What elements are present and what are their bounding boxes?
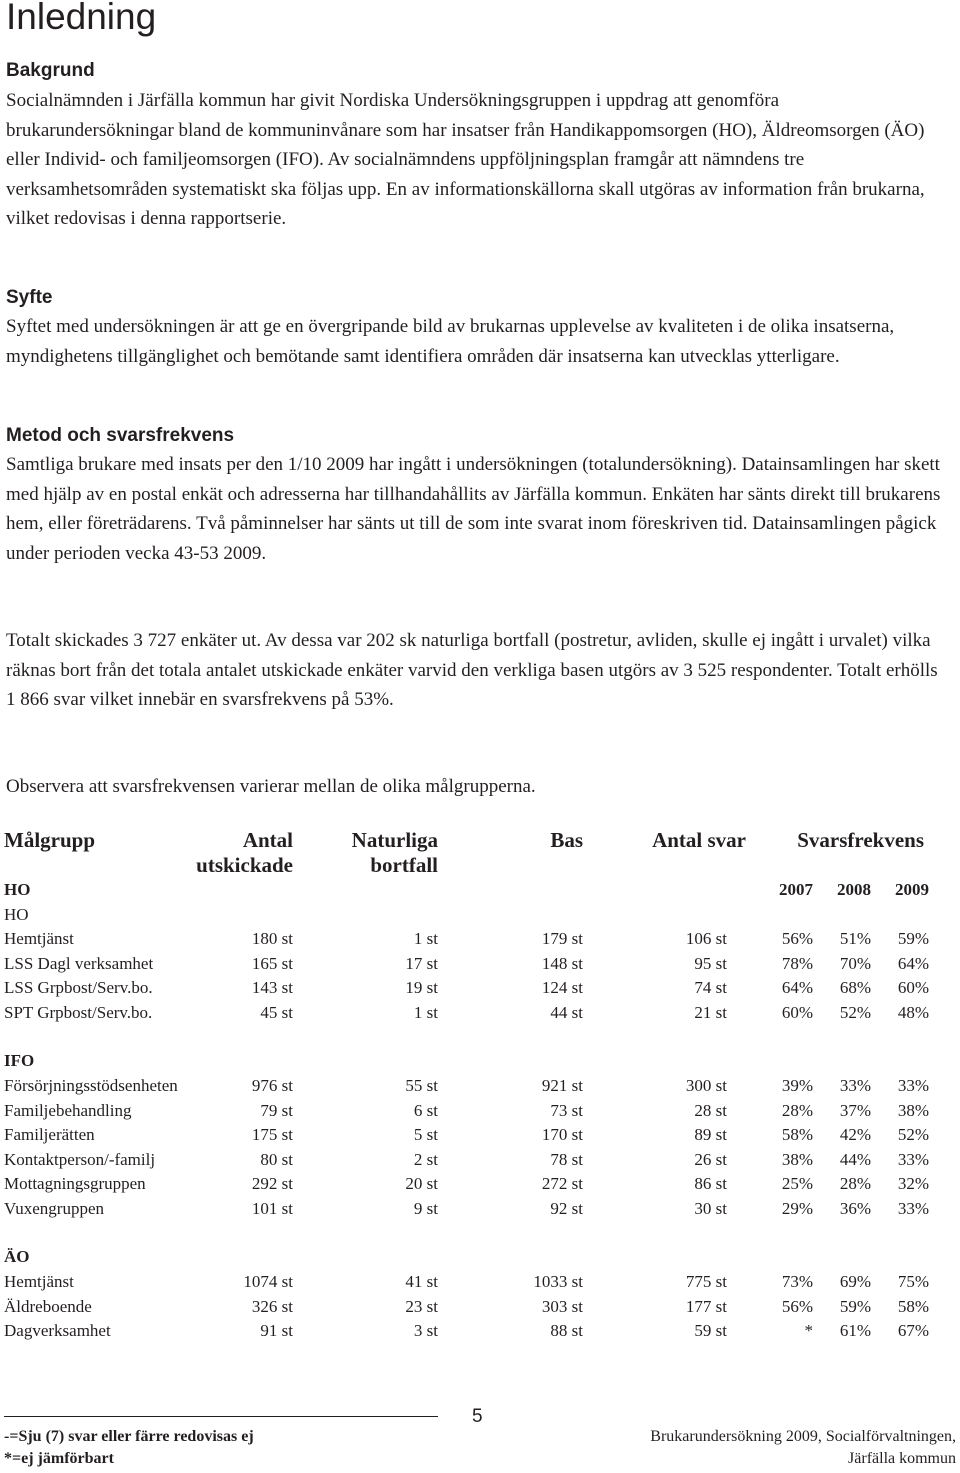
cell-svarsfrekvens-2008: 44%	[839, 1149, 871, 1169]
row-name: SPT Grpbost/Serv.bo.	[4, 1002, 153, 1022]
cell-naturliga-bortfall: 5 st	[413, 1125, 438, 1144]
cell-antal-svar: 74 st	[694, 978, 727, 997]
metod-paragraph-1: Samtliga brukare med insats per den 1/10 2009 har ingått i undersökningen (totalundersökning). Datainsamlingen har skett med hjälp av en postal enkät och adresserna har tillhandahållits av Järfälla kommun. Enkäten har sänts direkt till brukarens hem, eller företrädarens. Två påminnelser har sänts ut till de som inte svarat inom föreskriven tid. Datainsamlingen pågick under perioden vecka 43-53 2009.	[6, 454, 941, 564]
cell-svarsfrekvens-2007: 56%	[781, 929, 813, 948]
cell-svarsfrekvens-2007: 25%	[781, 1174, 813, 1193]
table-row	[0, 1150, 960, 1174]
col-header-antal-sub: utskickade	[196, 853, 293, 877]
cell-antal-svar: 106 st	[685, 929, 727, 948]
cell-svarsfrekvens-2009: 32%	[897, 1174, 929, 1193]
footnote-sju: -=Sju (7) svar eller färre redovisas ej	[4, 1428, 254, 1445]
cell-svarsfrekvens-2008: 70%	[839, 953, 871, 973]
page-number: 5	[472, 1406, 483, 1427]
cell-svarsfrekvens-2008: 36%	[839, 1198, 871, 1218]
cell-antal-svar: 89 st	[694, 1125, 727, 1144]
cell-svarsfrekvens-2009: 33%	[897, 1149, 929, 1169]
cell-svarsfrekvens-2008: 51%	[839, 929, 871, 948]
cell-antal-svar: 86 st	[694, 1174, 727, 1193]
cell-antal-utskickade: 326 st	[251, 1296, 293, 1316]
group-sublabel-row-ho	[0, 905, 960, 929]
group-sublabel-ho: HO	[4, 905, 29, 924]
table-row	[0, 1076, 960, 1100]
cell-svarsfrekvens-2008: 28%	[839, 1174, 871, 1193]
cell-svarsfrekvens-2009: 48%	[897, 1002, 929, 1022]
col-header-naturliga: Naturliga	[351, 828, 438, 852]
cell-bas: 921 st	[541, 1076, 583, 1095]
cell-antal-utskickade: 45 st	[260, 1002, 293, 1022]
table-row	[0, 929, 960, 953]
row-name: Kontaktperson/-familj	[4, 1149, 156, 1169]
metod-paragraph-2: Totalt skickades 3 727 enkäter ut. Av dessa var 202 sk naturliga bortfall (postretur, avliden, skulle ej ingått i urvalet) vilka räknas bort från det totala antalet utskickade enkäter varvid den verkliga basen utgörs av 3 525 respondenter. Totalt erhölls 1 866 svar vilket innebär en svarsfrekvens på 53%.	[6, 630, 938, 710]
cell-antal-utskickade: 143 st	[251, 978, 293, 997]
cell-svarsfrekvens-2008: 59%	[839, 1296, 871, 1316]
cell-svarsfrekvens-2007: 60%	[781, 1002, 813, 1022]
group-row-ao	[0, 1247, 960, 1271]
cell-svarsfrekvens-2007: 64%	[781, 978, 813, 997]
cell-naturliga-bortfall: 1 st	[413, 929, 438, 948]
row-name: Dagverksamhet	[4, 1321, 111, 1340]
cell-bas: 124 st	[541, 978, 583, 997]
cell-svarsfrekvens-2007: *	[804, 1321, 813, 1340]
cell-antal-utskickade: 976 st	[251, 1076, 293, 1095]
cell-bas: 44 st	[550, 1002, 583, 1022]
cell-antal-utskickade: 165 st	[251, 953, 293, 973]
cell-antal-utskickade: 80 st	[260, 1149, 293, 1169]
table-row	[0, 1321, 960, 1345]
cell-naturliga-bortfall: 20 st	[405, 1174, 438, 1193]
row-name: Hemtjänst	[4, 1272, 74, 1291]
table-row	[0, 1003, 960, 1027]
col-header-svarsfrekvens: Svarsfrekvens	[797, 828, 924, 852]
cell-naturliga-bortfall: 55 st	[405, 1076, 438, 1095]
cell-antal-svar: 59 st	[694, 1321, 727, 1340]
cell-antal-svar: 26 st	[694, 1149, 727, 1169]
row-name: Hemtjänst	[4, 929, 74, 948]
cell-svarsfrekvens-2007: 73%	[781, 1272, 813, 1291]
cell-antal-svar: 300 st	[685, 1076, 727, 1095]
row-name: Mottagningsgruppen	[4, 1174, 146, 1193]
cell-antal-utskickade: 180 st	[251, 929, 293, 948]
row-name: Vuxengruppen	[4, 1198, 105, 1218]
cell-svarsfrekvens-2009: 59%	[897, 929, 929, 948]
col-header-antal: Antal	[242, 828, 293, 852]
table-row	[0, 1101, 960, 1125]
bakgrund-paragraph: Socialnämnden i Järfälla kommun har givit Nordiska Undersökningsgruppen i uppdrag att genomföra brukarundersökningar bland de kommuninvånare som har insatser från Handikappomsorgen (HO), Äldreomsorgen (ÄO) eller Individ- och familjeomsorgen (IFO). Av socialnämndens uppföljningsplan framgår att nämndens tre verksamhetsområden systematiskt ska följas upp. En av informationskällorna skall utgöras av information från brukarna, vilket redovisas i denna rapportserie.	[6, 90, 925, 229]
table-row	[0, 1174, 960, 1198]
footer-source: Brukarundersökning 2009, Socialförvaltningen,	[650, 1428, 956, 1445]
cell-svarsfrekvens-2008: 69%	[839, 1272, 871, 1291]
cell-svarsfrekvens-2007: 39%	[781, 1076, 813, 1095]
cell-naturliga-bortfall: 9 st	[413, 1198, 438, 1218]
row-name: Försörjningsstödsenheten	[4, 1076, 178, 1095]
cell-naturliga-bortfall: 3 st	[413, 1321, 438, 1340]
cell-svarsfrekvens-2008: 33%	[839, 1076, 871, 1095]
cell-naturliga-bortfall: 2 st	[413, 1149, 438, 1169]
row-name: LSS Dagl verksamhet	[4, 953, 154, 973]
cell-svarsfrekvens-2009: 33%	[897, 1198, 929, 1218]
cell-naturliga-bortfall: 19 st	[405, 978, 438, 997]
cell-bas: 92 st	[550, 1198, 583, 1218]
table-row	[0, 978, 960, 1002]
cell-bas: 272 st	[541, 1174, 583, 1193]
cell-svarsfrekvens-2009: 52%	[897, 1125, 929, 1144]
cell-antal-utskickade: 101 st	[251, 1198, 293, 1218]
group-row-ho	[0, 880, 960, 904]
year-header-2008: 2008	[837, 880, 871, 899]
cell-bas: 88 st	[550, 1321, 583, 1340]
cell-antal-utskickade: 79 st	[260, 1100, 293, 1120]
group-label-ifo: IFO	[4, 1051, 35, 1070]
section-heading-syfte: Syfte	[6, 287, 53, 308]
cell-antal-svar: 177 st	[685, 1296, 727, 1316]
footnote-ej-jamforbart: *=ej jämförbart	[4, 1450, 114, 1467]
row-name: Familjerätten	[4, 1125, 95, 1144]
section-heading-bakgrund: Bakgrund	[6, 60, 95, 81]
cell-svarsfrekvens-2007: 78%	[781, 953, 813, 973]
cell-bas: 303 st	[541, 1296, 583, 1316]
table-row	[0, 1199, 960, 1223]
col-header-bas: Bas	[550, 828, 583, 852]
footer-municipality: Järfälla kommun	[848, 1450, 956, 1467]
cell-naturliga-bortfall: 17 st	[405, 953, 438, 973]
metod-paragraph-3: Observera att svarsfrekvensen varierar mellan de olika målgrupperna.	[6, 776, 536, 797]
cell-svarsfrekvens-2007: 29%	[781, 1198, 813, 1218]
cell-svarsfrekvens-2009: 67%	[897, 1321, 929, 1340]
row-name: LSS Grpbost/Serv.bo.	[4, 978, 153, 997]
col-header-antal-svar: Antal svar	[652, 828, 746, 852]
cell-bas: 73 st	[550, 1100, 583, 1120]
cell-svarsfrekvens-2008: 42%	[839, 1125, 871, 1144]
syfte-paragraph: Syftet med undersökningen är att ge en övergripande bild av brukarnas upplevelse av kvaliteten i de olika insatserna, myndighetens tillgänglighet och bemötande samt identifiera områden där insatserna kan utvecklas ytterligare.	[6, 316, 895, 367]
cell-svarsfrekvens-2007: 38%	[781, 1149, 813, 1169]
page-title: Inledning	[6, 0, 157, 37]
year-header-2009: 2009	[895, 880, 929, 899]
cell-antal-svar: 21 st	[694, 1002, 727, 1022]
col-header-malgrupp: Målgrupp	[4, 828, 96, 852]
cell-svarsfrekvens-2008: 61%	[839, 1321, 871, 1340]
cell-naturliga-bortfall: 41 st	[405, 1272, 438, 1291]
cell-naturliga-bortfall: 23 st	[405, 1296, 438, 1316]
cell-antal-utskickade: 175 st	[251, 1125, 293, 1144]
cell-bas: 170 st	[541, 1125, 583, 1144]
cell-svarsfrekvens-2009: 38%	[897, 1100, 929, 1120]
cell-svarsfrekvens-2007: 58%	[781, 1125, 813, 1144]
cell-svarsfrekvens-2008: 68%	[839, 978, 871, 997]
cell-antal-svar: 95 st	[694, 953, 727, 973]
cell-svarsfrekvens-2009: 33%	[897, 1076, 929, 1095]
cell-antal-svar: 30 st	[694, 1198, 727, 1218]
cell-svarsfrekvens-2008: 37%	[839, 1100, 871, 1120]
cell-antal-utskickade: 1074 st	[243, 1272, 293, 1291]
cell-antal-svar: 28 st	[694, 1100, 727, 1120]
cell-svarsfrekvens-2008: 52%	[839, 1002, 871, 1022]
group-label-ho: HO	[4, 880, 31, 899]
year-header-2007: 2007	[779, 880, 813, 899]
cell-bas: 78 st	[550, 1149, 583, 1169]
cell-bas: 148 st	[541, 953, 583, 973]
footer-divider	[4, 1416, 438, 1417]
cell-antal-utskickade: 292 st	[251, 1174, 293, 1193]
cell-naturliga-bortfall: 6 st	[413, 1100, 438, 1120]
cell-bas: 179 st	[541, 929, 583, 948]
cell-svarsfrekvens-2009: 64%	[897, 953, 929, 973]
cell-naturliga-bortfall: 1 st	[413, 1002, 438, 1022]
table-row	[0, 1297, 960, 1321]
cell-svarsfrekvens-2007: 56%	[781, 1296, 813, 1316]
cell-svarsfrekvens-2007: 28%	[781, 1100, 813, 1120]
table-row	[0, 954, 960, 978]
group-label-ao: ÄO	[4, 1247, 30, 1266]
row-name: Familjebehandling	[4, 1100, 132, 1120]
section-heading-metod: Metod och svarsfrekvens	[6, 425, 235, 446]
row-name: Äldreboende	[4, 1296, 92, 1316]
cell-svarsfrekvens-2009: 75%	[897, 1272, 929, 1291]
cell-svarsfrekvens-2009: 58%	[897, 1296, 929, 1316]
cell-antal-svar: 775 st	[685, 1272, 727, 1291]
table-row	[0, 1272, 960, 1296]
col-header-naturliga-sub: bortfall	[370, 853, 438, 877]
group-row-ifo	[0, 1051, 960, 1075]
cell-antal-utskickade: 91 st	[260, 1321, 293, 1340]
cell-svarsfrekvens-2009: 60%	[897, 978, 929, 997]
cell-bas: 1033 st	[533, 1272, 583, 1291]
table-row	[0, 1125, 960, 1149]
